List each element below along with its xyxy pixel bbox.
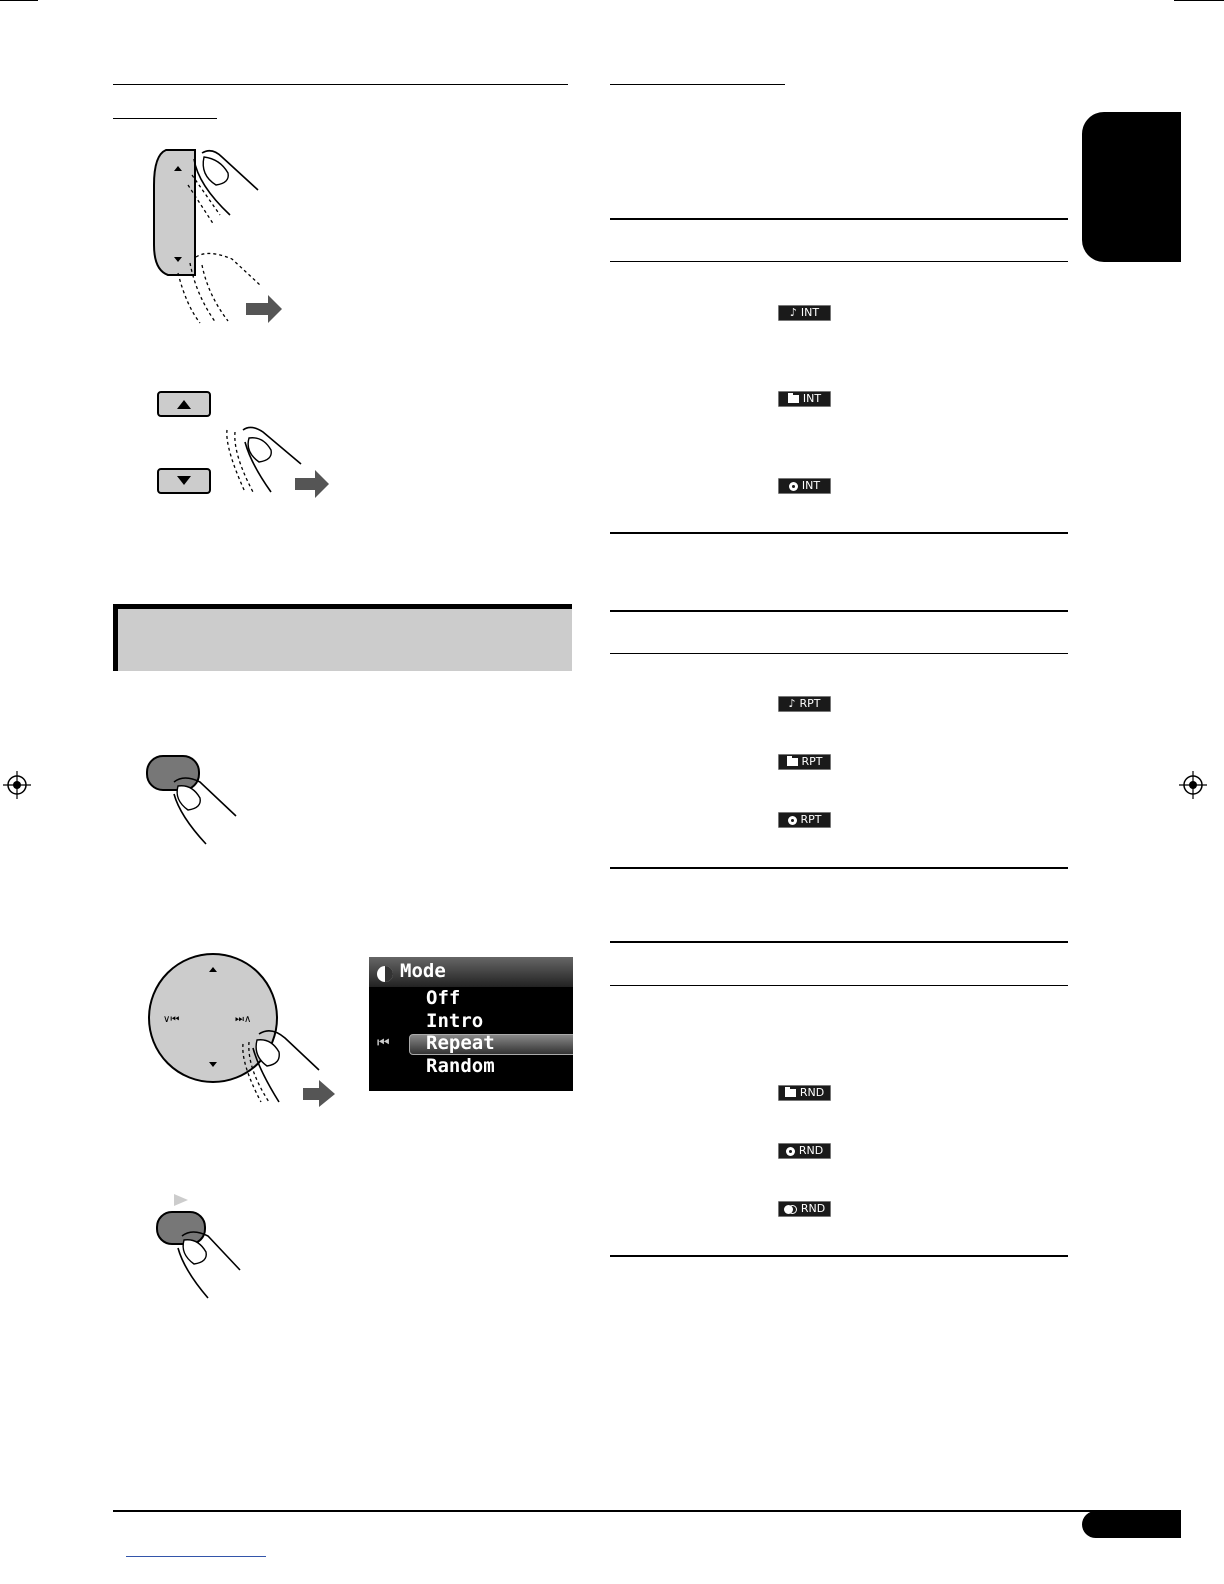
page-number-pill bbox=[1082, 1511, 1181, 1538]
footer-link-underline[interactable] bbox=[126, 1556, 266, 1557]
mode-button-press-illustration bbox=[144, 752, 254, 847]
left-heading-underline bbox=[113, 118, 217, 119]
repeat-table-bottom-rule bbox=[610, 867, 1068, 869]
registration-mark-left bbox=[3, 771, 31, 799]
play-button-press-illustration bbox=[154, 1190, 254, 1302]
play-button bbox=[157, 1212, 205, 1244]
intro-folder-badge bbox=[778, 391, 831, 407]
right-arrow-icon bbox=[295, 470, 329, 498]
crop-mark-top-right bbox=[1174, 0, 1224, 1]
mode-menu-screen bbox=[369, 957, 573, 1091]
badge-label: INT bbox=[802, 392, 822, 405]
note-icon: ♪ bbox=[788, 697, 796, 710]
intro-track-badge bbox=[778, 305, 831, 321]
repeat-folder-badge bbox=[778, 754, 831, 770]
intro-table-header-rule bbox=[610, 261, 1068, 262]
folder-icon bbox=[785, 1089, 796, 1097]
badge-label: RPT bbox=[800, 813, 822, 826]
control-dial-illustration bbox=[147, 952, 342, 1107]
rocker-press-illustration bbox=[150, 145, 290, 325]
repeat-track-badge bbox=[778, 696, 831, 712]
play-icon bbox=[174, 1194, 188, 1206]
mode-icon bbox=[375, 963, 395, 983]
crop-mark-top-left bbox=[0, 0, 38, 1]
badge-label: RPT bbox=[801, 755, 823, 768]
footer-rule bbox=[113, 1510, 1181, 1512]
folder-icon bbox=[787, 758, 798, 766]
random-table-top-rule bbox=[610, 941, 1068, 943]
disc-icon bbox=[789, 482, 798, 491]
mode-button bbox=[147, 756, 199, 790]
random-multi-disc-badge bbox=[778, 1201, 831, 1217]
mode-menu-item-off[interactable]: Off bbox=[426, 987, 461, 1009]
repeat-table-header-rule bbox=[610, 653, 1068, 654]
right-heading-underline bbox=[610, 84, 785, 85]
intro-disc-badge bbox=[778, 478, 831, 494]
repeat-disc-badge bbox=[778, 812, 831, 828]
folder-icon bbox=[788, 395, 799, 403]
mode-menu-item-repeat[interactable]: Repeat bbox=[426, 1032, 495, 1054]
multi-disc-icon bbox=[784, 1205, 797, 1214]
mode-menu-item-intro[interactable]: Intro bbox=[426, 1010, 484, 1032]
badge-label: RND bbox=[799, 1086, 825, 1099]
random-folder-badge bbox=[778, 1085, 831, 1101]
mode-menu-title: Mode bbox=[400, 960, 446, 982]
random-table-header-rule bbox=[610, 985, 1068, 986]
badge-label: RND bbox=[800, 1202, 826, 1215]
note-icon: ♪ bbox=[789, 306, 797, 319]
left-heading-rule bbox=[113, 84, 568, 85]
next-icon: ⏭∧ bbox=[235, 1014, 252, 1025]
disc-icon bbox=[786, 1147, 795, 1156]
section-header-bar bbox=[113, 604, 572, 671]
random-disc-badge bbox=[778, 1143, 831, 1159]
disc-icon bbox=[788, 816, 797, 825]
previous-icon: ∨⏮ bbox=[163, 1014, 180, 1025]
right-arrow-icon bbox=[246, 295, 282, 323]
language-tab bbox=[1082, 112, 1181, 262]
intro-table-bottom-rule bbox=[610, 532, 1068, 534]
badge-label: RPT bbox=[799, 697, 821, 710]
random-table-bottom-rule bbox=[610, 1255, 1068, 1257]
previous-icon: ⏮ bbox=[377, 1035, 390, 1051]
updown-buttons-illustration bbox=[155, 388, 340, 498]
badge-label: RND bbox=[798, 1144, 824, 1157]
repeat-table-top-rule bbox=[610, 610, 1068, 612]
intro-table-top-rule bbox=[610, 218, 1068, 220]
badge-label: INT bbox=[801, 479, 821, 492]
mode-menu-item-random[interactable]: Random bbox=[426, 1055, 495, 1077]
badge-label: INT bbox=[800, 306, 820, 319]
right-arrow-icon bbox=[303, 1080, 335, 1107]
registration-mark-right bbox=[1179, 771, 1207, 799]
